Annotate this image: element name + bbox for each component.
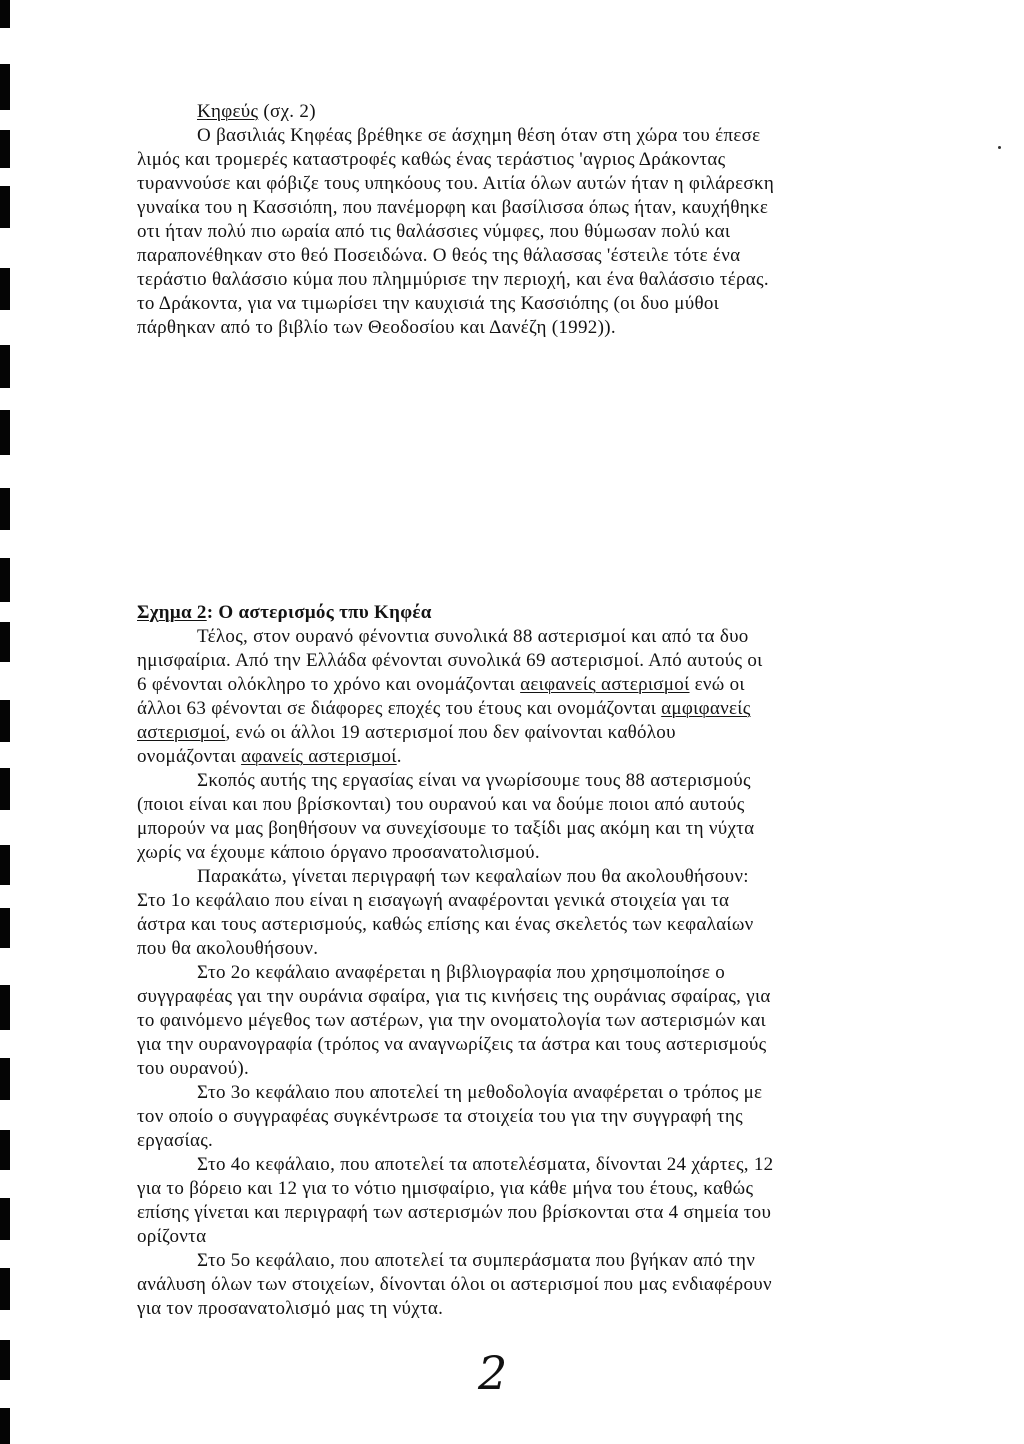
purpose-paragraph <box>137 769 773 865</box>
text-line <box>137 196 774 220</box>
chapter-1-paragraph <box>137 889 773 961</box>
scan-edge-mark <box>0 1198 10 1240</box>
text-line <box>137 961 773 985</box>
text-line <box>137 817 773 841</box>
cepheus-myth-paragraph <box>137 124 774 340</box>
chapter-5-paragraph <box>137 1249 773 1321</box>
text-line <box>137 1177 773 1201</box>
underlined-text: Σχημα 2 <box>137 602 207 623</box>
underlined-text: αστερισμοί <box>137 722 226 743</box>
scan-edge-mark <box>0 1130 10 1170</box>
scan-edge-mark <box>0 0 10 28</box>
text-segment: Στο 2ο κεφάλαιο αναφέρεται η βιβλιογραφία που χρησιμοποίησε ο <box>197 962 726 983</box>
text-segment: για τον προσανατολισμό μας τη νύχτα. <box>137 1298 444 1319</box>
text-line <box>137 673 773 697</box>
text-line <box>137 985 773 1009</box>
section-heading <box>137 100 774 124</box>
text-line <box>137 1153 773 1177</box>
body-section <box>137 601 773 1321</box>
text-segment: για το βόρειο και 12 για το νότιο ημισφαίριο, για κάθε μήνα του έτους, καθώς <box>137 1178 754 1199</box>
chapter-3-paragraph <box>137 1081 773 1153</box>
text-segment: Τέλος, στον ουρανό φένοντια συνολικά 88 αστερισμοί και από τα δυο <box>197 626 749 647</box>
text-line <box>137 745 773 769</box>
text-segment: λιμός και τρομερές καταστροφές καθώς ένας τεράστιος 'αγριος Δράκοντας <box>137 149 726 170</box>
scan-edge-mark <box>0 845 10 885</box>
text-line <box>137 913 773 937</box>
text-line <box>137 889 773 913</box>
text-line <box>137 1273 773 1297</box>
underlined-text: Κηφεύς <box>197 101 259 122</box>
text-segment: , ενώ οι άλλοι 19 αστερισμοί που δεν φαίνονται καθόλου <box>225 722 676 743</box>
text-line <box>137 172 774 196</box>
scan-speck <box>998 146 1001 149</box>
scan-edge-mark <box>0 622 10 662</box>
text-segment: (ποιοι είναι και που βρίσκονται) του ουρανού και να δούμε ποιοι από αυτούς <box>137 794 745 815</box>
scan-edge-mark <box>0 488 10 530</box>
text-segment: Σκοπός αυτής της εργασίας είναι να γνωρίσουμε τους 88 αστερισμούς <box>197 770 751 791</box>
scan-edge-mark <box>0 1058 10 1100</box>
text-line <box>137 841 773 865</box>
text-segment: Στο 3ο κεφάλαιο που αποτελεί τη μεθοδολογία αναφέρεται ο τρόπος με <box>197 1082 763 1103</box>
text-line <box>137 769 773 793</box>
text-line <box>137 625 773 649</box>
scan-edge-mark <box>0 186 10 228</box>
text-segment: Ο βασιλιάς Κηφέας βρέθηκε σε άσχημη θέση όταν στη χώρα του έπεσε <box>197 125 761 146</box>
text-segment: για την ουρανογραφία (τρόπος να αναγνωρίζεις τα άστρα και τους αστερισμούς <box>137 1034 767 1055</box>
text-segment: το Δράκοντα, για να τιμωρίσει την καυχισιά της Κασσιόπης (οι δυο μύθοι <box>137 293 720 314</box>
text-segment: άστρα και τους αστερισμούς, καθώς επίσης και ένας σκελετός των κεφαλαίων <box>137 914 754 935</box>
text-segment: 6 φένονται ολόκληρο το χρόνο και ονομάζονται <box>137 674 521 695</box>
text-segment: ονομάζονται <box>137 746 242 767</box>
text-line <box>137 601 773 625</box>
text-segment: οτι ήταν πολύ πιο ωραία από τις θαλάσσιες νύμφες, που θύμωσαν πολύ και <box>137 221 731 242</box>
underlined-text: αμφιφανείς <box>661 698 751 719</box>
cepheus-section <box>137 100 774 340</box>
text-segment: Στο 5ο κεφάλαιο, που αποτελεί τα συμπεράσματα που βγήκαν από την <box>197 1250 756 1271</box>
text-segment: πάρθηκαν από το βιβλίο των Θεοδοσίου και Δανέζη (1992)). <box>137 317 616 338</box>
text-line <box>137 1201 773 1225</box>
scan-edge-mark <box>0 700 10 742</box>
text-segment: ενώ οι <box>689 674 745 695</box>
text-segment: τον οποίο ο συγγραφέας συγκέντρωσε τα στοιχεία του για την συγγραφή της <box>137 1106 743 1127</box>
text-segment: τυραννούσε και φόβιζε τους υπηκόους του. Αιτία όλων αυτών ήταν η φιλάρεσκη <box>137 173 775 194</box>
text-line <box>137 1033 773 1057</box>
text-line <box>137 1297 773 1321</box>
chapter-4-paragraph <box>137 1153 773 1249</box>
scan-edge-mark <box>0 1340 10 1380</box>
text-segment: του ουρανού). <box>137 1058 250 1079</box>
text-line <box>137 268 774 292</box>
text-segment: : Ο αστερισμός τπυ Κηφέα <box>206 602 432 623</box>
scan-edge-mark <box>0 268 10 310</box>
outline-intro-paragraph <box>137 865 773 889</box>
text-segment: ημισφαίρια. Από την Ελλάδα φένονται συνολικά 69 αστερισμοί. Από αυτούς οι <box>137 650 763 671</box>
text-line <box>137 697 773 721</box>
scan-edge-mark <box>0 1268 10 1310</box>
text-segment: παραπονέθηκαν στο θεό Ποσειδώνα. Ο θεός της θάλασσας 'έστειλε τότε ένα <box>137 245 741 266</box>
text-segment: Στο 1ο κεφάλαιο που είναι η εισαγωγή αναφέρονται γενικά στοιχεία γαι τα <box>137 890 730 911</box>
text-line <box>137 244 774 268</box>
text-line <box>137 1225 773 1249</box>
text-segment: ανάλυση όλων των στοιχείων, δίνονται όλοι οι αστερισμοί που μας ενδιαφέρουν <box>137 1274 772 1295</box>
text-line <box>137 1057 773 1081</box>
text-line <box>137 865 773 889</box>
underlined-text: αφανείς αστερισμοί <box>241 746 397 767</box>
scan-edge-mark <box>0 908 10 948</box>
text-line <box>137 1009 773 1033</box>
text-segment: εργασίας. <box>137 1130 214 1151</box>
figure-caption <box>137 601 773 625</box>
text-line <box>137 721 773 745</box>
text-line <box>137 937 773 961</box>
text-segment: Παρακάτω, γίνεται περιγραφή των κεφαλαίων που θα ακολουθήσουν: <box>197 866 749 887</box>
text-line <box>137 220 774 244</box>
text-segment: . <box>396 746 402 767</box>
text-line <box>137 124 774 148</box>
text-segment: τεράστιο θαλάσσιο κύμα που πλημμύρισε την περιοχή, και ένα θαλάσσιο τέρας. <box>137 269 769 290</box>
page-number: 2 <box>478 1346 508 1400</box>
scan-edge-mark <box>0 768 10 810</box>
text-segment: που θα ακολουθήσουν. <box>137 938 319 959</box>
constellations-count-paragraph <box>137 625 773 769</box>
text-line <box>137 1129 773 1153</box>
text-segment: άλλοι 63 φένονται σε διάφορες εποχές του έτους και ονομάζονται <box>137 698 662 719</box>
scan-edge-mark <box>0 1408 10 1444</box>
scan-edge-mark <box>0 558 10 602</box>
text-segment: (σχ. 2) <box>258 101 316 122</box>
text-line <box>137 649 773 673</box>
scan-edge-mark <box>0 64 10 110</box>
text-segment: χωρίς να έχουμε κάποιο όργανο προσανατολισμού. <box>137 842 540 863</box>
text-line <box>137 1105 773 1129</box>
chapter-2-paragraph <box>137 961 773 1081</box>
text-segment: επίσης γίνεται και περιγραφή των αστερισμών που βρίσκονται στα 4 σημεία του <box>137 1202 772 1223</box>
scan-edge-mark <box>0 130 10 168</box>
text-segment: Στο 4ο κεφάλαιο, που αποτελεί τα αποτελέσματα, δίνονται 24 χάρτες, 12 <box>197 1154 774 1175</box>
scan-edge-mark <box>0 985 10 1030</box>
text-segment: το φαινόμενο μέγεθος των αστέρων, για την ονοματολογία των αστερισμών και <box>137 1010 766 1031</box>
text-line <box>137 316 774 340</box>
underlined-text: αειφανείς αστερισμοί <box>520 674 690 695</box>
text-line <box>137 100 774 124</box>
scan-edge-mark <box>0 345 10 388</box>
text-segment: ορίζοντα <box>137 1226 207 1247</box>
scan-edge-mark <box>0 410 10 455</box>
text-segment: συγγραφέας γαι την ουράνια σφαίρα, για τις κινήσεις της ουράνιας σφαίρας, για <box>137 986 771 1007</box>
text-line <box>137 793 773 817</box>
text-line <box>137 1081 773 1105</box>
text-line <box>137 148 774 172</box>
text-line <box>137 1249 773 1273</box>
text-line <box>137 292 774 316</box>
text-segment: γυναίκα του η Κασσιόπη, που πανέμορφη και βασίλισσα όπως ήταν, καυχήθηκε <box>137 197 769 218</box>
text-segment: μπορούν να μας βοηθήσουν να συνεχίσουμε το ταξίδι μας ακόμη και τη νύχτα <box>137 818 755 839</box>
